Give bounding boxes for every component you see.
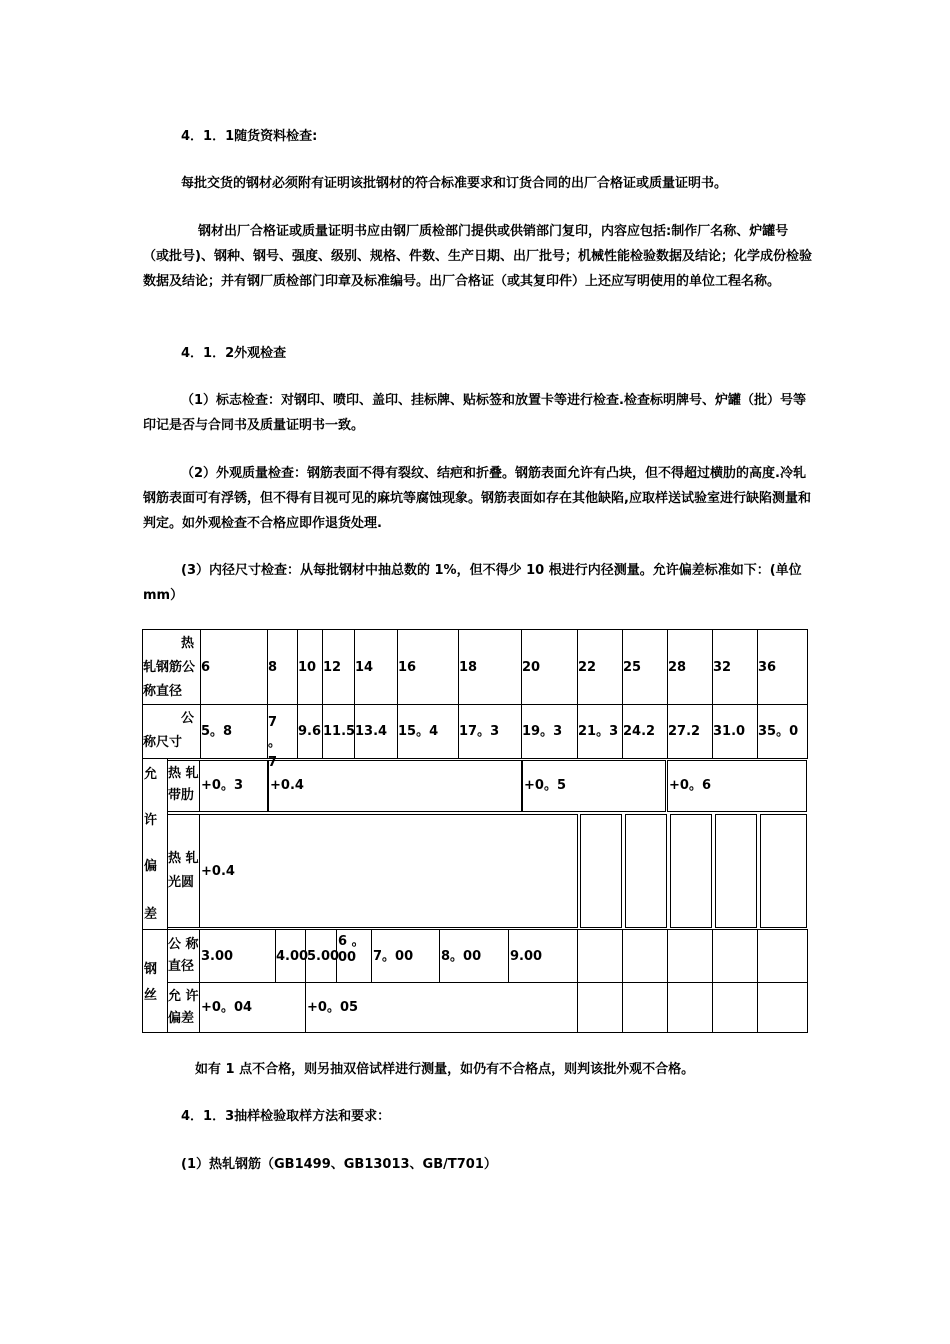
header-cell-hot-rolled-ribbed: 热 轧 带肋 xyxy=(167,760,200,812)
table-cell-empty xyxy=(760,814,807,928)
table-cell: +0。05 xyxy=(305,982,578,1033)
table-cell-empty xyxy=(622,982,668,1033)
table-cell: 5.00 xyxy=(305,929,337,983)
section-heading-4-1-2: 4．1．2外观检查 xyxy=(181,346,287,361)
table-cell-empty xyxy=(577,929,623,983)
table-cell: 16 xyxy=(397,629,459,705)
table-cell: 9.00 xyxy=(508,929,578,983)
table-cell: 13.4 xyxy=(354,704,398,759)
table-cell: 6 xyxy=(200,629,268,705)
table-cell-empty xyxy=(625,814,667,928)
table-cell-empty xyxy=(757,982,808,1033)
table-cell-empty xyxy=(757,929,808,983)
table-cell-empty xyxy=(670,814,712,928)
table-cell: +0。6 xyxy=(667,760,807,812)
table-cell-empty xyxy=(577,982,623,1033)
header-cell-wire-tolerance: 允 许 偏差 xyxy=(167,982,200,1033)
table-cell: 4.00 xyxy=(275,929,306,983)
table-cell: 25 xyxy=(622,629,668,705)
table-cell: +0.4 xyxy=(199,814,578,928)
table-cell: 22 xyxy=(577,629,623,705)
header-cell-nominal-diameter: 热 轧钢筋公 称直径 xyxy=(142,629,201,705)
table-cell: +0。3 xyxy=(199,760,268,812)
table-cell: 8。00 xyxy=(439,929,509,983)
paragraph-certificate-requirement: 每批交货的钢材必须附有证明该批钢材的符合标准要求和订货合同的出厂合格证或质量证明书。 xyxy=(181,176,728,191)
paragraph-diameter-inspection: (3）内径尺寸检查：从每批钢材中抽总数的 1%，但不得少 10 根进行内径测量。允许偏差标准如下：(单位 mm） xyxy=(143,563,802,603)
table-cell: 15。4 xyxy=(397,704,459,759)
section-heading-4-1-3: 4．1．3抽样检验取样方法和要求： xyxy=(181,1109,391,1124)
table-cell: 36 xyxy=(757,629,808,705)
table-cell-empty xyxy=(715,814,757,928)
section-heading-4-1-1: 4．1．1随货资料检查: xyxy=(181,129,318,144)
table-cell: 7 。7 xyxy=(267,704,298,759)
table-cell: 5。8 xyxy=(200,704,268,759)
table-cell: 8 xyxy=(267,629,298,705)
table-cell: 3.00 xyxy=(199,929,276,983)
header-cell-nominal-size: 公 称尺寸 xyxy=(142,704,201,759)
table-cell: 12 xyxy=(322,629,355,705)
table-cell: 31.0 xyxy=(712,704,758,759)
header-cell-wire-nominal-diameter: 公 称 直径 xyxy=(167,929,200,983)
table-cell-empty xyxy=(667,929,713,983)
table-cell: 28 xyxy=(667,629,713,705)
table-cell-empty xyxy=(712,982,758,1033)
table-cell: 6 。00 xyxy=(336,929,372,983)
table-cell: 11.5 xyxy=(322,704,355,759)
table-cell: 9.6 xyxy=(297,704,323,759)
paragraph-retest-rule: 如有 1 点不合格，则另抽双倍试样进行测量，如仍有不合格点，则判该批外观不合格。 xyxy=(195,1062,695,1077)
table-cell: 27.2 xyxy=(667,704,713,759)
table-cell: 18 xyxy=(458,629,522,705)
table-cell: 7。00 xyxy=(371,929,440,983)
table-cell: 10 xyxy=(297,629,323,705)
paragraph-appearance-quality: （2）外观质量检查：钢筋表面不得有裂纹、结疤和折叠。钢筋表面允许有凸块，但不得超过横肋的高度.冷轧钢筋表面可有浮锈，但不得有目视可见的麻坑等腐蚀现象。钢筋表面如存在其他缺陷,应取样送试验室进行缺陷测量和判定。如外观检查不合格应即作退货处理. xyxy=(143,466,811,531)
header-cell-tolerance: 允 许 偏 差 xyxy=(142,758,168,930)
table-cell: 17。3 xyxy=(458,704,522,759)
table-cell: 35。0 xyxy=(757,704,808,759)
table-cell: +0。5 xyxy=(522,760,666,812)
table-cell: 20 xyxy=(521,629,578,705)
header-cell-steel-wire: 钢 丝 xyxy=(142,929,168,1033)
paragraph-hot-rolled-rebar: (1）热轧钢筋（GB1499、GB13013、GB/T701） xyxy=(181,1157,497,1172)
paragraph-certificate-content: 钢材出厂合格证或质量证明书应由钢厂质检部门提供或供销部门复印，内容应包括:制作厂名称、炉罐号（或批号)、钢种、钢号、强度、级别、规格、件数、生产日期、出厂批号；机械性能检验数据及结论；化学成份检验数据及结论；并有钢厂质检部门印章及标准编号。出厂合格证（或其复印件）上还应写明使用的单位工程名称。 xyxy=(143,224,812,289)
table-cell: 19。3 xyxy=(521,704,578,759)
table-cell: 32 xyxy=(712,629,758,705)
table-cell: 21。3 xyxy=(577,704,623,759)
table-cell: +0。04 xyxy=(199,982,306,1033)
header-cell-hot-rolled-plain: 热 轧 光圆 xyxy=(167,814,200,928)
table-cell: +0.4 xyxy=(268,760,522,812)
table-cell-empty xyxy=(712,929,758,983)
paragraph-mark-inspection: （1）标志检查：对钢印、喷印、盖印、挂标牌、贴标签和放置卡等进行检查.检查标明牌号、炉罐（批）号等印记是否与合同书及质量证明书一致。 xyxy=(143,393,806,433)
table-cell: 24.2 xyxy=(622,704,668,759)
table-cell: 14 xyxy=(354,629,398,705)
table-cell-empty xyxy=(622,929,668,983)
table-cell-empty xyxy=(667,982,713,1033)
table-cell-empty xyxy=(580,814,622,928)
